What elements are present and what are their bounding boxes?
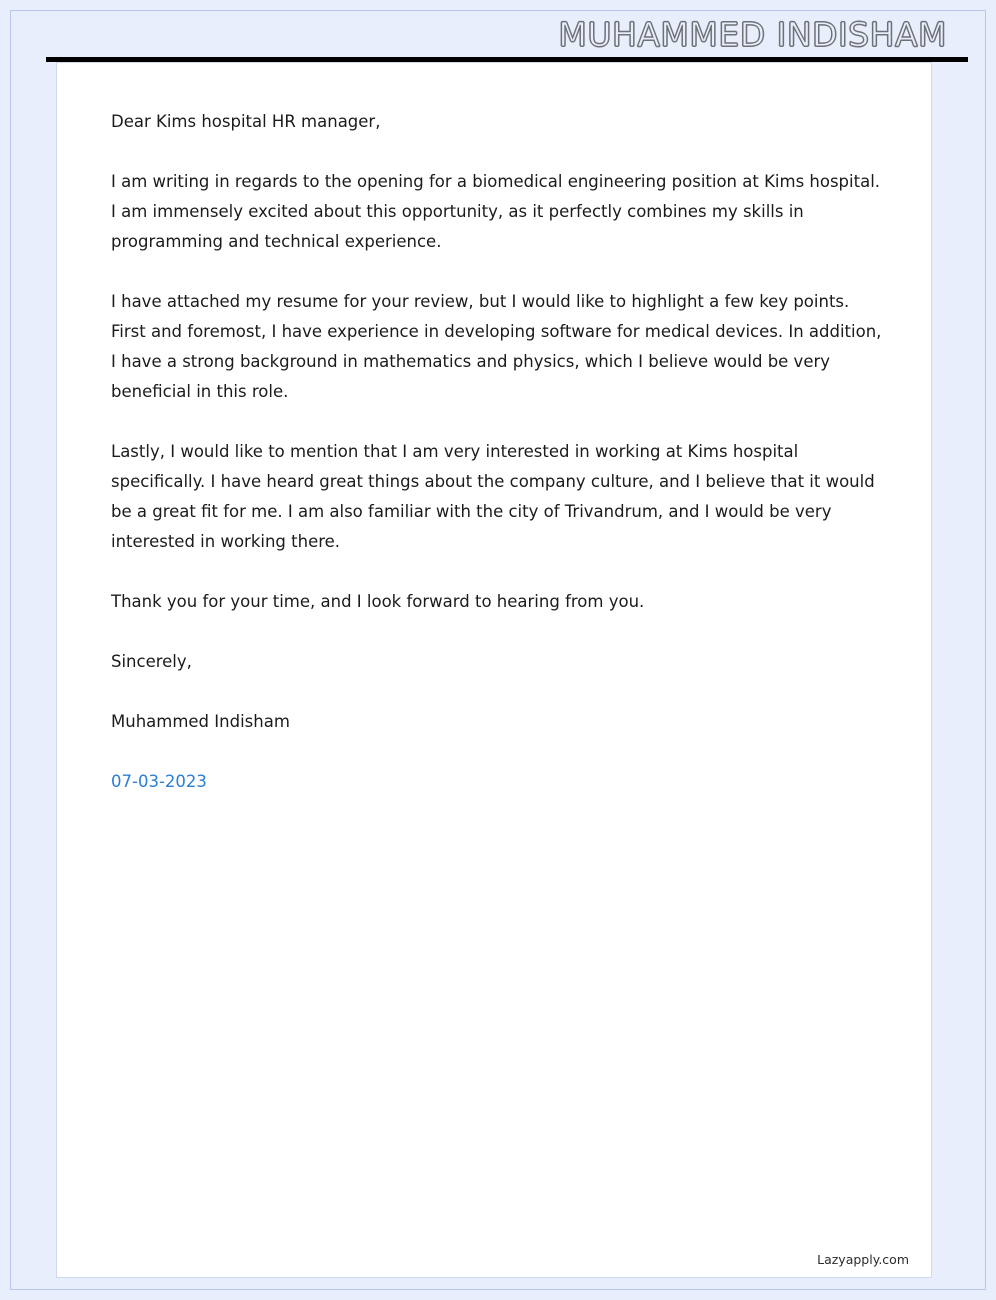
letter-signature-name: Muhammed Indisham bbox=[111, 712, 290, 731]
letter-paragraph-3: Lastly, I would like to mention that I am very interested in working at Kims hospital specifically. I have heard great things about the company culture, and I believe that it would be a great fit for me. I am also familiar with the city of Trivandrum, and I would be very interested in working there. bbox=[111, 442, 875, 551]
letter-paragraph-4: Thank you for your time, and I look forward to hearing from you. bbox=[111, 592, 645, 611]
letter-closing: Sincerely, bbox=[111, 652, 192, 671]
letter-signoff bbox=[111, 647, 884, 797]
footer-watermark: Lazyapply.com bbox=[817, 1252, 909, 1267]
page-border bbox=[10, 10, 986, 1290]
letter-date: 07-03-2023 bbox=[111, 772, 207, 791]
document-header bbox=[11, 11, 985, 57]
letter-paragraph-2: I have attached my resume for your review, but I would like to highlight a few key points. First and foremost, I have experience in developing software for medical devices. In addition, I have a strong background in mathematics and physics, which I believe would be very beneficial in this role. bbox=[111, 292, 882, 401]
header-name: MUHAMMED INDISHAM bbox=[558, 14, 947, 54]
letter-sheet bbox=[56, 62, 932, 1278]
letter-paragraph-1: I am writing in regards to the opening for a biomedical engineering position at Kims hospital. I am immensely excited about this opportunity, as it perfectly combines my skills in programming and technical experience. bbox=[111, 172, 881, 251]
letter-salutation: Dear Kims hospital HR manager, bbox=[111, 112, 381, 131]
letter-body bbox=[57, 63, 931, 797]
